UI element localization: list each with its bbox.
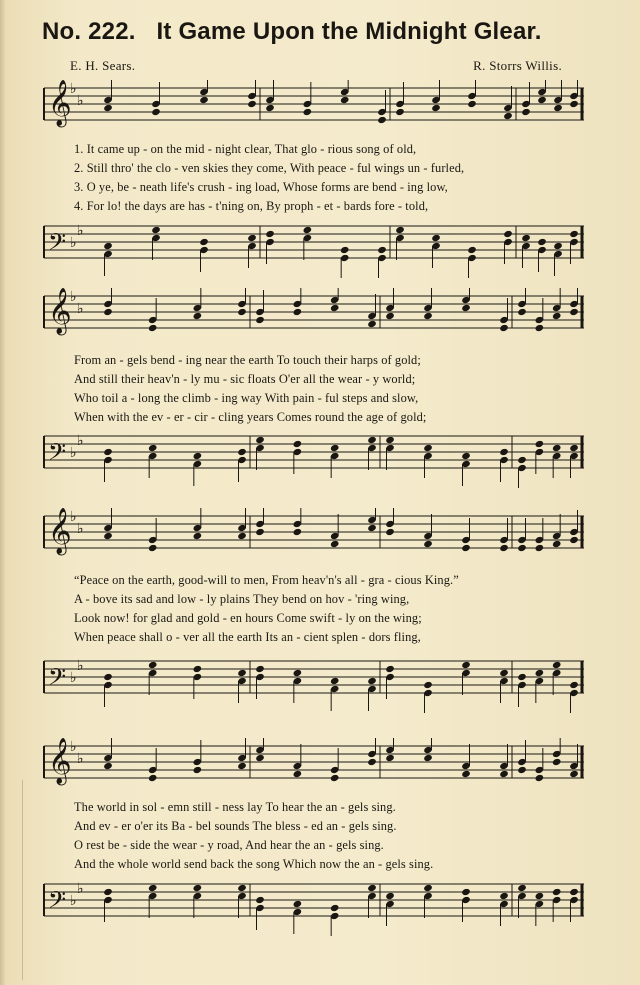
scan-edge-shadow [0,0,6,985]
notehead [103,104,113,112]
notehead [423,312,433,320]
music-system-4 [38,738,586,948]
notehead [503,230,513,238]
notehead [247,234,257,242]
bass-clef-icon: 𝄢 [48,228,67,261]
notehead [367,677,377,685]
notehead [423,681,433,689]
notehead [385,665,395,673]
flat-icon: ♭ [77,751,84,767]
notehead [303,108,313,116]
notehead [553,104,563,112]
notehead [330,444,340,452]
lyrics-block-2 [74,351,584,427]
notehead [385,892,395,900]
notehead [255,316,265,324]
notehead [103,673,113,681]
notehead [293,669,303,677]
lyric-verse-1: 1. It came up - on the mid - night clear, That glo - rious song of old, [74,142,417,156]
treble-clef-icon: 𝄞 [48,80,72,126]
notehead [552,312,562,320]
notehead [293,440,303,448]
bass-clef-icon: 𝄢 [48,438,67,471]
notehead [377,116,387,124]
lyric-verse-2: And still their heav'n - ly mu - sic floats O'er all the wear - y world; [74,372,416,386]
notehead [517,308,527,316]
notehead [569,536,579,544]
notehead [461,452,471,460]
notehead [535,440,545,448]
flat-icon: ♭ [77,521,84,537]
notehead [237,884,247,892]
notehead [303,226,313,234]
notehead [148,324,158,332]
notehead [569,770,579,778]
notehead [461,888,471,896]
lyrics-block-4 [74,798,584,874]
notehead [103,308,113,316]
treble-clef-icon: 𝄞 [48,738,72,784]
lyric-verse-2: And ev - er o'er its Ba - bel sounds The bless - ed an - gels sing. [74,819,397,833]
lyric-verse-4: 4. For lo! the days are has - t'ning on, By proph - et - bards fore - told, [74,199,429,213]
lyric-verse-3: O rest be - side the wear - y road, And hear the an - gels sing. [74,838,384,852]
notehead [193,312,203,320]
notehead [255,528,265,536]
notehead [569,888,579,896]
notehead [293,528,303,536]
notehead [499,544,509,552]
notehead [395,108,405,116]
notehead [193,532,203,540]
notehead [148,444,158,452]
notehead [423,444,433,452]
flat-icon: ♭ [70,893,77,909]
notehead [199,96,209,104]
flat-icon: ♭ [70,289,77,305]
notehead [103,762,113,770]
lyric-verse-4: When peace shall o - ver all the earth Its an - cient splen - dors fling, [74,630,421,644]
notehead [148,774,158,782]
notehead [151,226,161,234]
notehead [330,677,340,685]
notehead [569,681,579,689]
notehead [193,452,203,460]
notehead [461,304,471,312]
notehead [193,884,203,892]
lyric-verse-2: 2. Still thro' the clo - ven skies they come, With peace - ful wings un - furled, [74,161,465,175]
notehead [499,324,509,332]
notehead [385,528,395,536]
notehead [569,100,579,108]
flat-icon: ♭ [70,445,77,461]
lyric-verse-3: 3. O ye, be - neath life's crush - ing load, Whose forms are bend - ing low, [74,180,448,194]
hymn-number: No. 222. [42,18,136,45]
treble-clef-icon: 𝄞 [48,288,72,334]
notehead [237,448,247,456]
notehead [517,673,527,681]
lyric-verse-1: The world in sol - emn still - ness lay To hear the an - gels sing. [74,800,396,814]
lyric-verse-1: “Peace on the earth, good-will to men, From heav'n's all - gra - cious King.” [74,573,459,587]
notehead [569,308,579,316]
notehead [552,888,562,896]
notehead [103,532,113,540]
music-system-1 [38,80,586,280]
notehead [377,246,387,254]
notehead [395,226,405,234]
flat-icon: ♭ [77,881,84,897]
lyric-verse-2: A - bove its sad and low - ly plains They bend on hov - 'ring wing, [74,592,410,606]
lyrics-block-3 [74,571,584,647]
treble-staff-3 [38,508,586,568]
notehead [423,540,433,548]
treble-staff-2 [38,288,586,348]
notehead [461,544,471,552]
notehead [193,665,203,673]
hymn-title: It Game Upon the Midnight Glear. [156,18,542,45]
lyric-verse-1: From an - gels bend - ing near the earth To touch their harps of gold; [74,353,421,367]
composer-credit: R. Storrs Willis. [473,58,562,73]
notehead [535,324,545,332]
notehead [517,456,527,464]
notehead [553,242,563,250]
flat-icon: ♭ [70,81,77,97]
notehead [293,308,303,316]
notehead [255,665,265,673]
lyric-verse-4: And the whole world send back the song Which now the an - gels sing. [74,857,434,871]
notehead [423,884,433,892]
treble-staff-4 [38,738,586,798]
notehead [552,661,562,669]
notehead [552,540,562,548]
notehead [151,108,161,116]
treble-clef-icon: 𝄞 [48,508,72,554]
notehead [367,884,377,892]
music-system-2 [38,288,586,498]
notehead [552,444,562,452]
notehead [199,238,209,246]
notehead [293,900,303,908]
notehead [103,448,113,456]
notehead [535,774,545,782]
notehead [499,770,509,778]
notehead [431,104,441,112]
notehead [148,884,158,892]
notehead [237,532,247,540]
notehead [367,436,377,444]
notehead [517,544,527,552]
flat-icon: ♭ [70,739,77,755]
notehead [461,661,471,669]
notehead [461,770,471,778]
notehead [367,758,377,766]
notehead [499,669,509,677]
notehead [255,754,265,762]
notehead [467,246,477,254]
notehead [521,108,531,116]
bass-staff-4 [38,876,586,936]
notehead [499,892,509,900]
flat-icon: ♭ [70,670,77,686]
notehead [237,669,247,677]
flat-icon: ♭ [70,509,77,525]
notehead [330,904,340,912]
notehead [535,544,545,552]
notehead [103,888,113,896]
notehead [385,312,395,320]
page-fold-mark [22,780,23,980]
notehead [385,754,395,762]
flat-icon: ♭ [77,658,84,674]
bass-clef-icon: 𝄢 [48,886,67,919]
notehead [193,766,203,774]
notehead [330,540,340,548]
notehead [148,661,158,669]
notehead [103,242,113,250]
flat-icon: ♭ [77,301,84,317]
notehead [499,448,509,456]
notehead [552,758,562,766]
notehead [535,669,545,677]
bass-staff-1 [38,218,586,278]
bass-staff-3 [38,653,586,713]
hymn-title-line [42,18,602,46]
notehead [148,544,158,552]
notehead [503,112,513,120]
notehead [255,896,265,904]
flat-icon: ♭ [70,235,77,251]
notehead [517,766,527,774]
lyrics-block-1 [74,140,584,216]
notehead [537,96,547,104]
notehead [265,104,275,112]
author-credit: E. H. Sears. [70,58,136,73]
notehead [467,100,477,108]
bass-staff-2 [38,428,586,488]
notehead [367,524,377,532]
notehead [537,238,547,246]
notehead [330,774,340,782]
notehead [340,246,350,254]
flat-icon: ♭ [77,433,84,449]
notehead [431,234,441,242]
lyric-verse-4: When with the ev - er - cir - cling years Comes round the age of gold; [74,410,427,424]
notehead [237,762,247,770]
treble-staff-1 [38,80,586,140]
notehead [330,304,340,312]
notehead [569,230,579,238]
notehead [535,892,545,900]
bass-clef-icon: 𝄢 [48,663,67,696]
flat-icon: ♭ [77,223,84,239]
lyric-verse-3: Look now! for glad and gold - en hours Come swift - ly on the wing; [74,611,422,625]
notehead [385,436,395,444]
notehead [247,100,257,108]
notehead [569,444,579,452]
notehead [517,884,527,892]
flat-icon: ♭ [77,93,84,109]
notehead [367,320,377,328]
notehead [265,230,275,238]
notehead [237,308,247,316]
notehead [293,770,303,778]
lyric-verse-3: Who toil a - long the climb - ing way With pain - ful steps and slow, [74,391,419,405]
notehead [255,436,265,444]
notehead [521,234,531,242]
music-system-3 [38,508,586,718]
notehead [340,96,350,104]
notehead [423,754,433,762]
